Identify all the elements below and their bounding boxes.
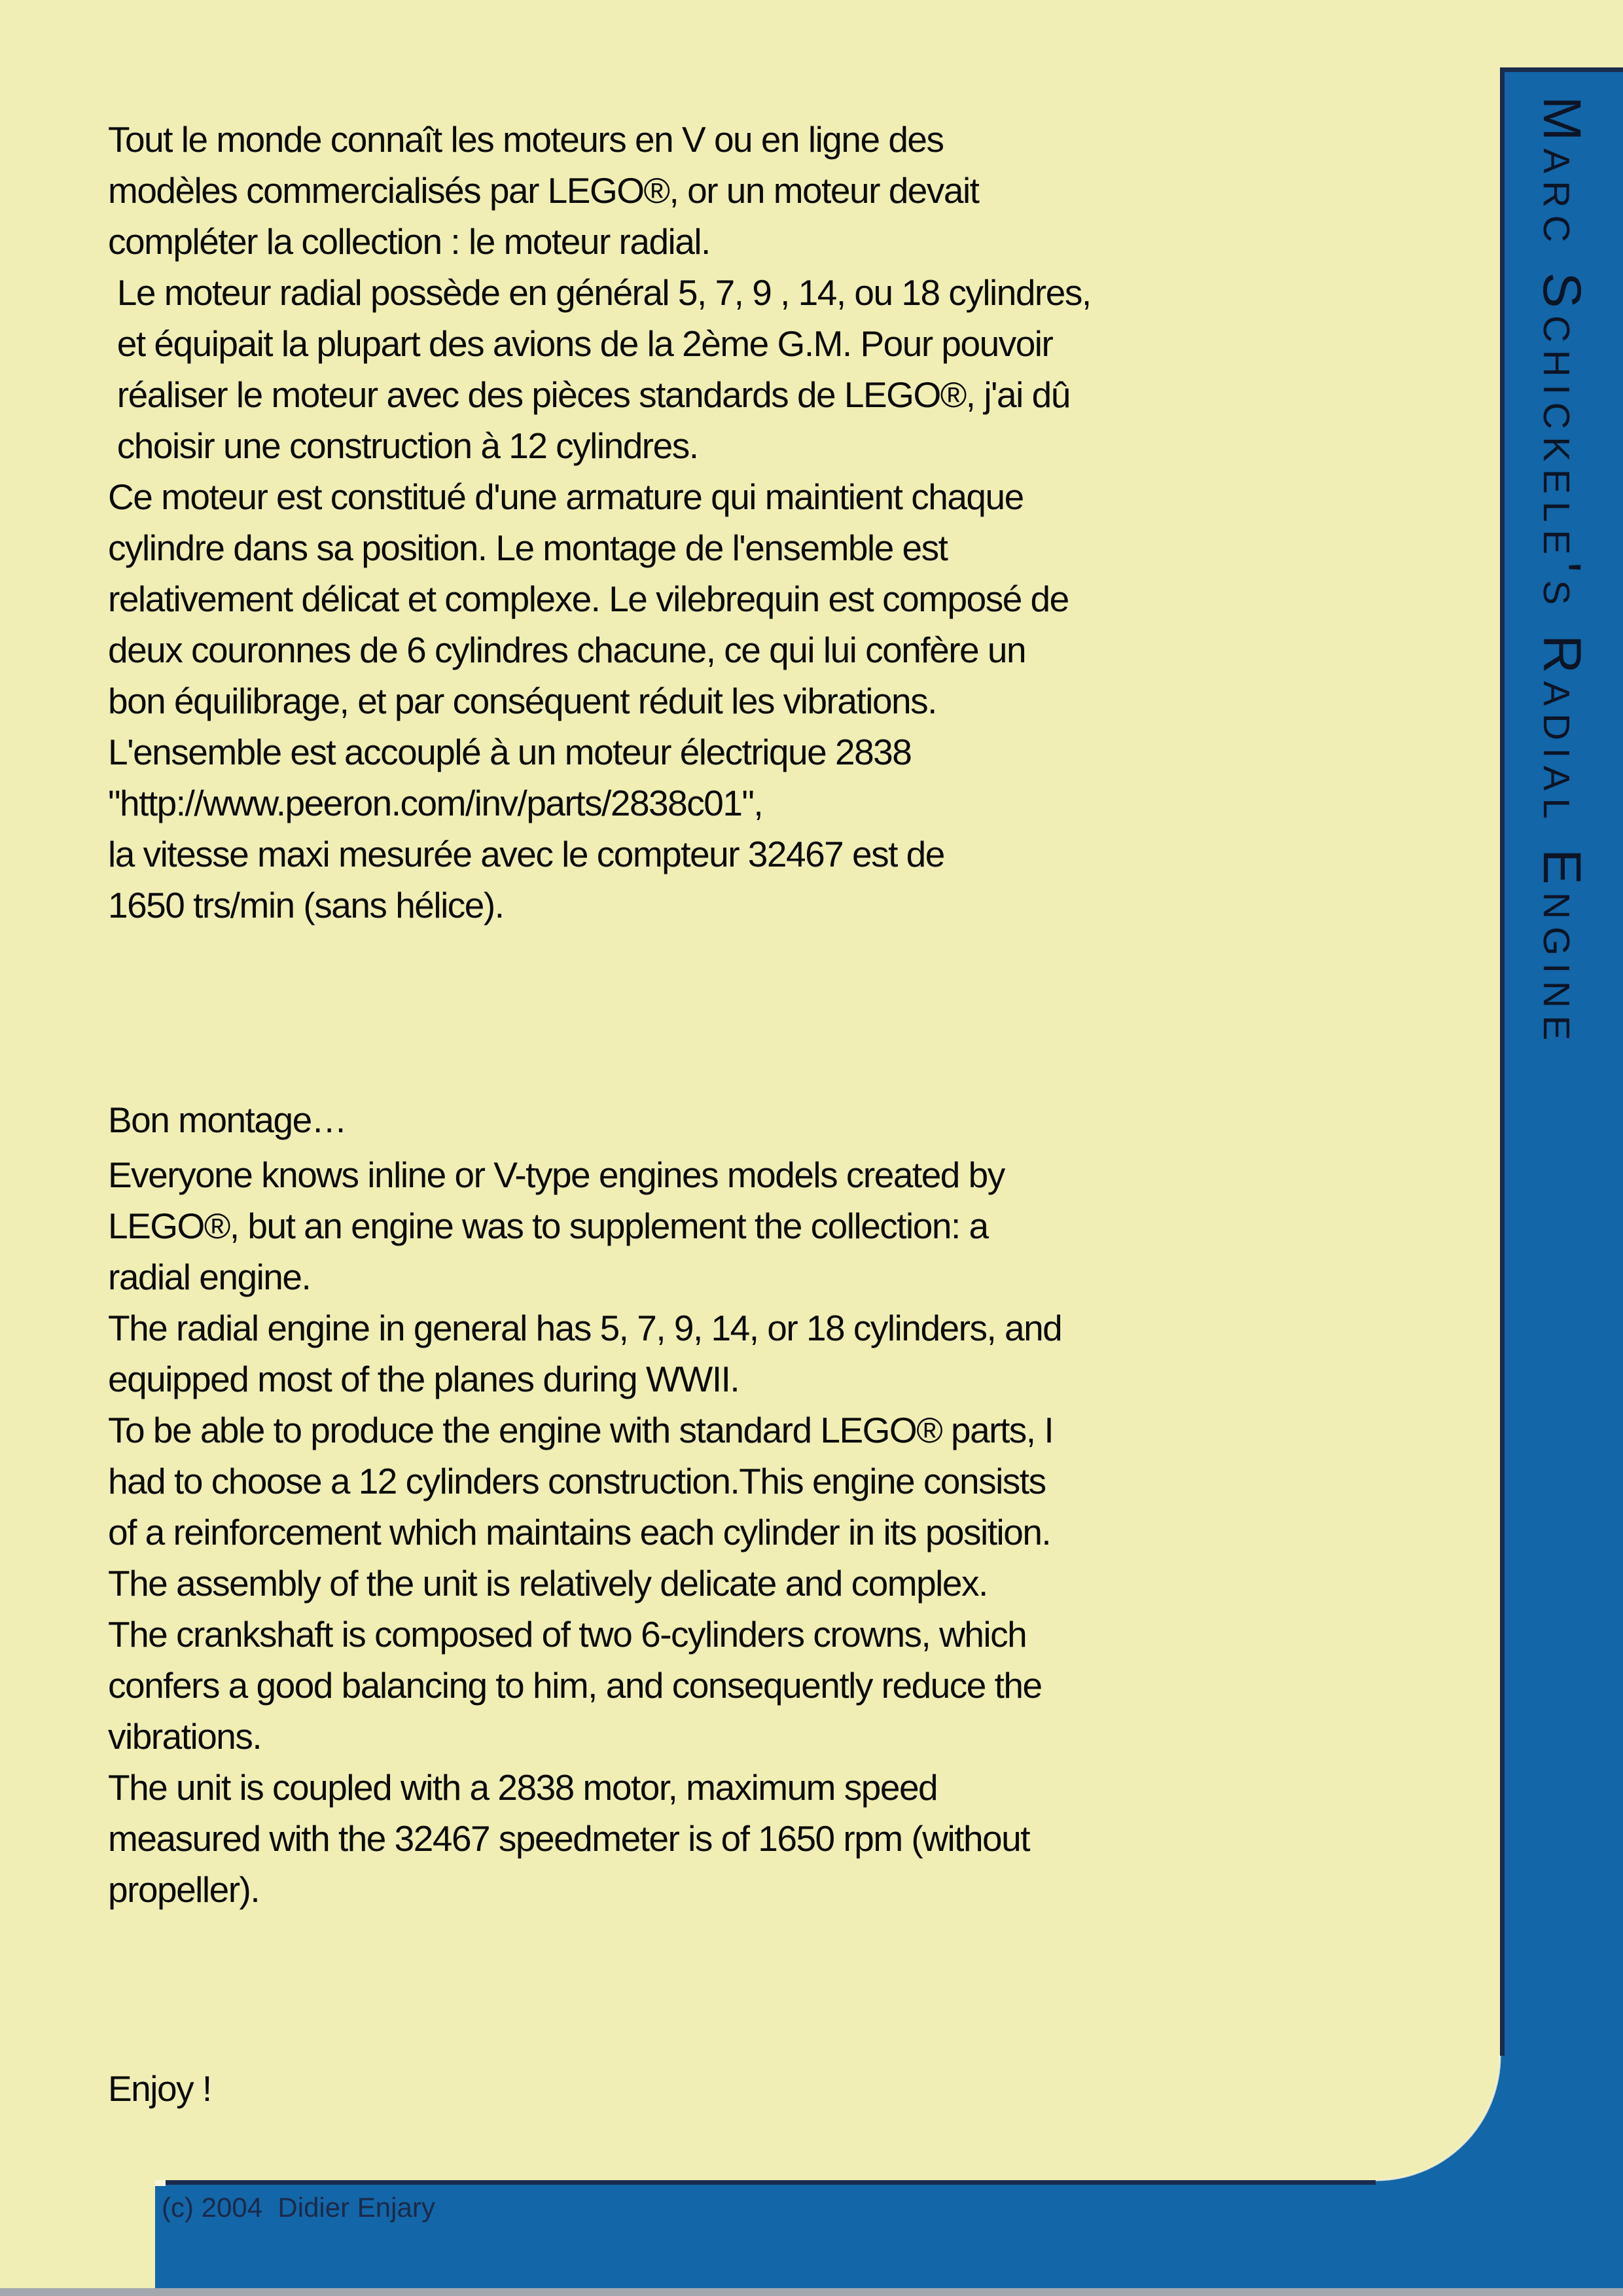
- text-line: had to choose a 12 cylinders construction.This engine consists: [108, 1461, 1046, 1501]
- text-line: bon équilibrage, et par conséquent réduit les vibrations.: [108, 681, 936, 721]
- text-line: vibrations.: [108, 1716, 262, 1757]
- text-line: 1650 trs/min (sans hélice).: [108, 885, 504, 925]
- text-line: equipped most of the planes during WWII.: [108, 1359, 740, 1399]
- french-paragraphs: [108, 114, 1482, 931]
- text-line: réaliser le moteur avec des pièces standards de LEGO®, j'ai dû: [108, 374, 1070, 415]
- text-line: radial engine.: [108, 1257, 311, 1297]
- text-line: propeller).: [108, 1869, 260, 1910]
- text-line: choisir une construction à 12 cylindres.: [108, 425, 698, 466]
- text-line: The assembly of the unit is relatively delicate and complex.: [108, 1563, 988, 1604]
- text-line: et équipait la plupart des avions de la 2ème G.M. Pour pouvoir: [108, 323, 1053, 364]
- text-line: Le moteur radial possède en général 5, 7, 9 , 14, ou 18 cylindres,: [108, 272, 1091, 313]
- text-line: Tout le monde connaît les moteurs en V ou en ligne des: [108, 119, 944, 160]
- text-line: relativement délicat et complexe. Le vilebrequin est composé de: [108, 579, 1069, 619]
- text-line: modèles commercialisés par LEGO®, or un moteur devait: [108, 170, 979, 211]
- text-line: To be able to produce the engine with standard LEGO® parts, I: [108, 1410, 1054, 1450]
- english-paragraphs: [108, 1149, 1482, 1915]
- copyright-text: (c) 2004 Didier Enjary: [162, 2192, 435, 2223]
- text-line: cylindre dans sa position. Le montage de l'ensemble est: [108, 528, 948, 568]
- text-line: L'ensemble est accouplé à un moteur électrique 2838: [108, 732, 912, 772]
- text-line: compléter la collection : le moteur radial.: [108, 221, 710, 262]
- text-line: Ce moteur est constitué d'une armature qui maintient chaque: [108, 476, 1024, 517]
- text-line: confers a good balancing to him, and consequently reduce the: [108, 1665, 1042, 1706]
- text-line: of a reinforcement which maintains each cylinder in its position.: [108, 1512, 1051, 1552]
- text-line: Enjoy !: [108, 2068, 211, 2109]
- text-line: "http://www.peeron.com/inv/parts/2838c01",: [108, 783, 763, 823]
- text-line: The crankshaft is composed of two 6-cylinders crowns, which: [108, 1614, 1027, 1655]
- text-line: The radial engine in general has 5, 7, 9, 14, or 18 cylinders, and: [108, 1308, 1062, 1348]
- text-line: Everyone knows inline or V-type engines models created by: [108, 1155, 1005, 1195]
- footer-corner-notch: [155, 2180, 166, 2186]
- bottom-edge-bar: [0, 2288, 1623, 2296]
- text-line: The unit is coupled with a 2838 motor, maximum speed: [108, 1767, 938, 1808]
- text-line: la vitesse maxi mesurée avec le compteur 32467 est de: [108, 834, 944, 874]
- text-line: deux couronnes de 6 cylindres chacune, ce qui lui confère un: [108, 630, 1026, 670]
- english-closing-line: [108, 1961, 1482, 2216]
- vertical-title: Marc Schickele's Radial Engine: [1532, 96, 1592, 1049]
- text-line: LEGO®, but an engine was to supplement the collection: a: [108, 1206, 988, 1246]
- text-line: Bon montage…: [108, 1100, 347, 1140]
- text-line: measured with the 32467 speedmeter is of 1650 rpm (without: [108, 1818, 1029, 1859]
